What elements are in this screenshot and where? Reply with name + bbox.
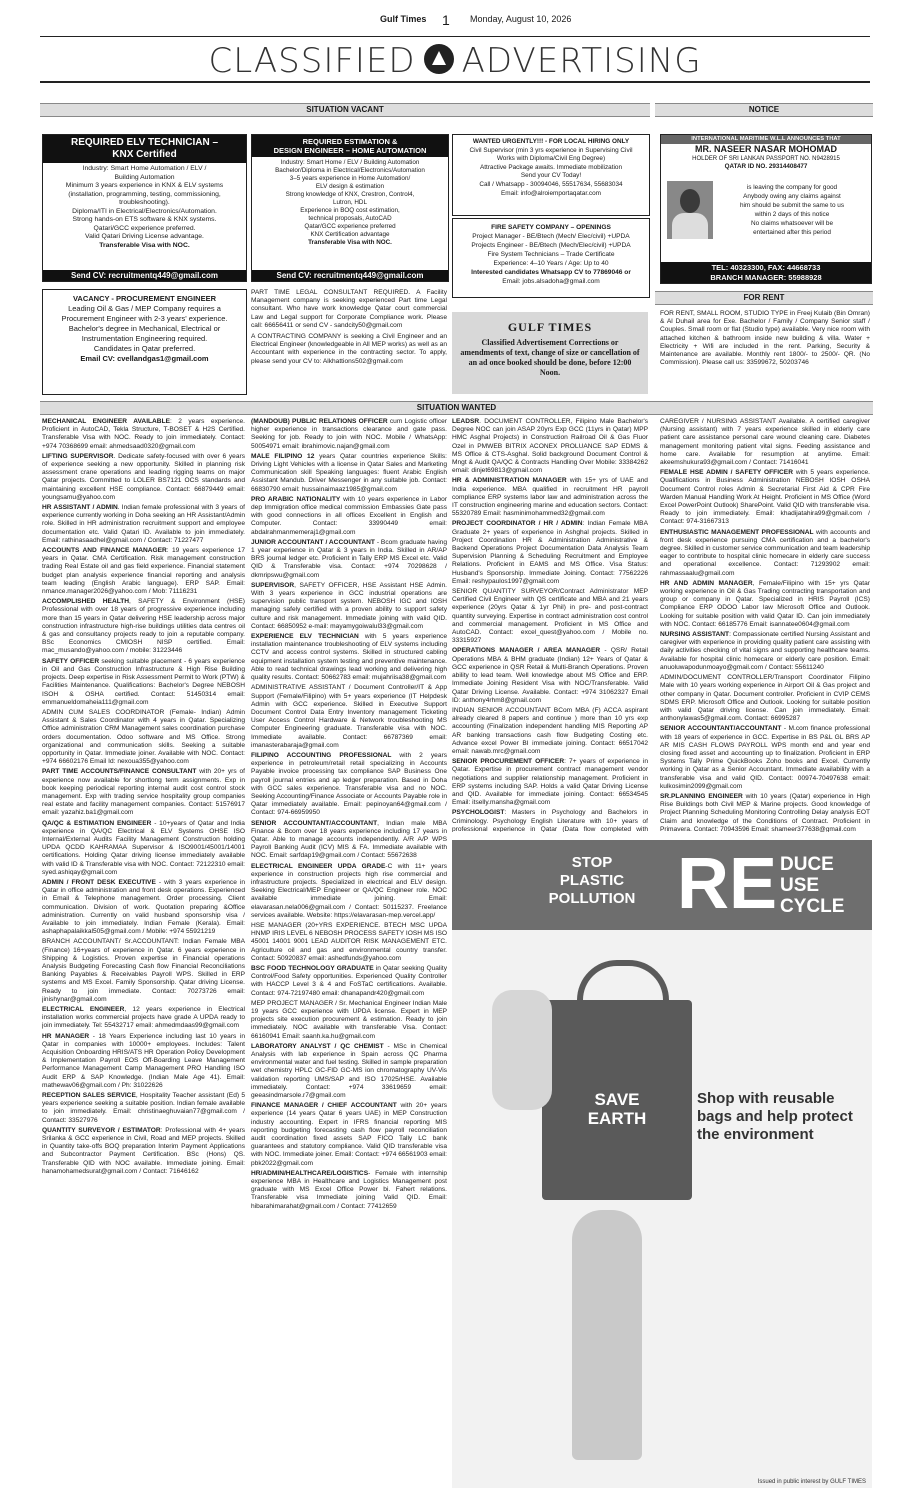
wanted-listing: SENIOR ACCOUNTANT/ACCOUNTANT - M.com finance professional with 18 years of experience in GCC. Expertise in BS P&L GL BRS AP AR MIS CASH FLOWS PAYROLL WPS month end and year end closing fixed asset and accounting up to finalization. Proficient in ERP Systems Tally Prime QuickBooks Zoho books and Excel. Currently working in Qatar as a Senior Accountant. Immediate availability with a transferable visa and valid QID. Contact: 00974-70497638 email: kulkosimin2099@gmail.com xyxy=(660,725,870,790)
vacant-text-ads xyxy=(251,289,447,366)
person-photo xyxy=(667,181,713,239)
wanted-listing: HR/ADMIN/HEALTHCARE/LOGISTICS- Female with internship experience MBA in Healthcare and Logistics Management post graduate with MS Excel Office Power bi. Fahert relations. Transferable visa Immediate joining Valid QID. Email: hibarahimarahat@gmail.com / Contact: 77412659 xyxy=(251,1169,447,1210)
section-for-rent: FOR RENT xyxy=(655,291,873,305)
wanted-listing: QUANTITY SURVEYOR / ESTIMATOR: Professional with 4+ years Srilanka & GCC experience in Civil, Road and MEP projects. Skilled in Quantity take-offs BOQ preparation Interim Payment Applications and Subcontractor Payment Certification. BSc (Hons) QS. Transferable QID with NOC available. Immediate joining. Email: hanamohamedsurat@gmail.com / Contact: 71646162 xyxy=(42,1126,245,1175)
wanted-listing: PART TIME ACCOUNTS/FINANCE CONSULTANT with 20+ yrs of experience now available for shortlong term assignments. Exp in book keeping periodical reporting internal audit cost control stock management. Exp with trading service hospitality group companies real estate and facility management companies. Contact: 51576917 email: yazahiz.ba1@gmail.com xyxy=(42,768,245,817)
wanted-listing: NURSING ASSISTANT: Compassionate certified Nursing Assistant and caregiver with experience in providing quality patient care assisting with daily activities checking of vital signs and supporting healthcare teams. Available for hospital clinic homecare or elderly care position. Email: anuoluwapodunmoayo@gmail.com / Contact: 55611240 xyxy=(660,631,870,671)
wanted-listing: SENIOR PROCUREMENT OFFICER: 7+ years of experience in Qatar. Expertise in procurement contract management vendor negotiations and supplier relationship management. Proficient in ERP systems including SAP. Holds a valid Qatar Driving License and QID. Available for immediate joining. Contact: 66534545 Email: itselly.mansha@gmail.com xyxy=(452,758,648,807)
ad-elv-title1: REQUIRED ELV TECHNICIAN – xyxy=(43,135,246,149)
ad-elv-technician xyxy=(42,134,247,282)
wanted-listing: JUNIOR ACCOUNTANT / ACCOUNTANT - Bcom graduate having 1 year experience in Qatar & 3 years in India. Skilled in AR/AP BRS journal ledger etc. Proficient in Tally ERP MS Excel etc. Valid QID & Transferable visa. Contact: +974 70298628 / dkmripswu@gmail.com xyxy=(251,538,447,579)
wanted-listing: QA/QC & ESTIMATION ENGINEER - 10+years of Qatar and India experience in QA/QC Electrical & ELV Systems OHSE ISO Internal/External Audits Facility Management Construction holding UPDA QCDD KAHRAMAA Supervisor & ISO9001/45001/14001 certifications. Holding Qatar driving license immediately available with valid ID & Transferable visa with NOC. Contact: 72122310 email: syed.ashiqay@gmail.com xyxy=(42,819,245,876)
notice-body: is leaving the company for good Anybody owing any claims against him should be submit the same to us within 2 days of this notice No claims whatsoever will be entertained after this period xyxy=(739,184,845,236)
ad-elv-footer: Send CV: recruitmentq449@gmail.com xyxy=(43,270,246,281)
wanted-listing: BSC FOOD TECHNOLOGY GRADUATE in Qatar seeking Quality Control/Food Safety opportunities. Experienced Quality Controller with HACCP Level 3 & 4 and FoSTaC certifications. Available. Contact: 974-72197480 email: dhanapandr420@gmail.com xyxy=(251,965,447,997)
notice-contact: TEL: 40323300, FAX: 44668733 BRANCH MANAGER: 55988928 xyxy=(661,262,871,283)
wanted-listing: SAFETY OFFICER seeking suitable placement - 6 years experience in Oil and Gas Construction Infrastructure & High Rise Building projects. Deep expertise in Risk Assessment Permit to Work (PTW) & Facilities Maintenance. Qualifications: Bachelor's Degree NEBOSH ISOH & OSHA certified. Contact: 51450314 email: emmanueldomaheia111@gmail.com xyxy=(42,657,245,706)
wanted-listing: EXPERIENCE ELV TECHNICIAN with 5 years experience installation maintenance troubleshooting of ELV systems including CCTV and access control systems. Skilled in structured cabling equipment installation system testing and preventive maintenance. Able to read technical drawings lead working and delivering high quality results. Contact: 50662783 email: mujahriisa38@gmail.com xyxy=(251,633,447,682)
wanted-listing: HR MANAGER - 18 Years Experience including last 10 years in Qatar in companies with 10000+ employees. Includes: Talent Acquisition Onboarding HRIS/ATS HR Operation Policy Development & Implementation Payroll EOS Off-Boarding Leave Management Performance Management Camp Management PRO Handling ISO Audit ERP & SAP Knowledge. (Indian Male Age 41). Email: mathewav06@gmail.com / Ph: 31022626 xyxy=(42,1032,245,1089)
ad-estimation-engineer xyxy=(251,134,449,282)
ad-estimation-title1: REQUIRED ESTIMATION & xyxy=(252,135,448,146)
wanted-column-2 xyxy=(251,418,447,1483)
wanted-listing: ELECTRICAL ENGINEER UPDA GRADE-C with 11+ years experience in construction projects high rise commercial and infrastructure projects. Specialized in electrical and ELV design. Seeking Electrical/MEP Engineer or QA/QC Engineer role. NOC available immediate joining. Email: elavarasan.nela006@gmail.com / Contact: 50115237. Freelance services available. Website: https://elavarasan-mep.vercel.app/ xyxy=(251,862,447,919)
ad-fire-safety xyxy=(452,218,650,298)
title-left: CLASSIFIED xyxy=(208,41,416,81)
section-situation-wanted: SITUATION WANTED xyxy=(40,401,873,415)
masthead-small: Gulf Times xyxy=(380,14,427,24)
wanted-column-3 xyxy=(452,418,648,832)
ad-procurement-engineer xyxy=(42,289,247,395)
ad-contracting: A CONTRACTING COMPANY is seeking a Civil Engineer and an Electrical Engineer (knowledgeable in All MEP works) as well as an Accountant with experience in the contracting sector. To apply, please send your CV to: Alkhattions502@gmail.com xyxy=(251,333,447,365)
wanted-listing: ADMIN/DOCUMENT CONTROLLER/Transport Coordinator Filipino Male with 10 years working experience in Airport Oil & Gas project and other company in Qatar. Document controller. Proficient in CVIP CEMS SDMS ERP. Microsoft Office and Outlook. Looking for suitable position with valid Qatar driving license. Can join immediately. Email: anthonylawas5@gmail.com. Contact: 66995287 xyxy=(660,674,870,723)
wanted-listing: SUPERVISOR, SAFETY OFFICER, HSE Assistant HSE Admin. With 3 years experience in GCC industrial operations are supervision public transport system. NEBOSH IGC and IOSH managing safely certified with a proven ability to support safety culture and risk management. Immediate joining with valid QID. Contact: 66850952 e-mail: mayamygoiwalul33@gmail.com xyxy=(251,581,447,630)
ad-legal-consultant: PART TIME LEGAL CONSULTANT REQUIRED. A Facility Management company is seeking experienced Part time Legal consultant. Who have work knowledge Qatar court commercial Law and Legal support for Corporate Compliance work. Please call: 66656411 or send CV - sandcity50@gmail.com xyxy=(251,289,447,329)
ad-estimation-body: Industry: Smart Home / ELV / Building Automation Bachelor/Diploma in Electrical/Electronics/Automation 3–5 years experience in Home Automation/ ELV design & estimation Strong knowledge of KNX, Crestron, Control4, Lutron, HDL Experience in BOQ cost estimation, technical proposals, AutoCAD Qatar/GCC experience preferred KNX Certification advantage Transferable Visa with NOC. xyxy=(275,159,425,246)
wanted-listing: MEP PROJECT MANAGER / Sr. Mechanical Engineer Indian Male 19 years GCC experience with UPDA license. Expert in MEP projects site execution procurement & estimation. Ready to join immediately. NOC available with transferable Visa. Contact: 66160941 Email: saanh.ka.hu@gmail.com xyxy=(251,999,447,1040)
wanted-listing: LABORATORY ANALYST / QC CHEMIST - MSc in Chemical Analysis with lab experience in Spain across QC Pharma environmental water and fuel testing. Skilled in sample preparation wet chemistry HPLC GC-FID GC-MS ion chromatography UV-Vis validation reporting UMS/SAP and ISO 17025/HSE. Available immediately. Contact: +974 33619659 email: geeasindmarsole.r7@gmail.com xyxy=(251,1042,447,1100)
ad-gulftimes-corrections xyxy=(452,312,648,394)
gulftimes-box-title: GULF TIMES xyxy=(507,320,593,334)
wanted-column-1 xyxy=(42,418,245,1483)
ad-procurement-body: VACANCY - PROCUREMENT ENGINEER Leading Oil & Gas / MEP Company requires a Procurement Engineer with 2-3 years' experience. Bachelor's degree in Mechanical, Electrical or Instrumentation Engineering required. Candidates in Qatar preferred. Email CV: cvellandgas1@gmail.com xyxy=(61,294,228,363)
wanted-listing: RECEPTION SALES SERVICE, Hospitality Teacher assistant (Ed) 5 years experience seeking a suitable position. Indian female available to join immediately. Email: christinaeghuvaian77@gmail.com / Contact: 33527976 xyxy=(42,1092,245,1124)
gulftimes-box-text: Classified Advertisement Corrections or amendments of text, change of size or cancellation of an ad once booked should be done, before 12:00 Noon. xyxy=(460,338,640,377)
ad-elv-body: Industry: Smart Home Automation / ELV / Building Automation Minimum 3 years experience in KNX & ELV systems (installation, programming, testing, commissioning, troubleshooting). Diploma/ITI in Electrical/Electronics/Automation. Strong hands-on ETS software & KNX systems. Qatari/GCC experience preferred. Valid Qatari Driving License advantage. Transferable Visa with NOC. xyxy=(65,165,224,249)
wanted-listing: ENTHUSIASTIC MANAGEMENT PROFESSIONAL with accounts and front desk experience pursuing CMA certification and a bachelor's degree. Skilled in customer service communication and team leadership eager to contribute to hospital clinic homecare in elderly care success and operational excellence. Contact: 71293902 email: rahmassaalu@gmail.com xyxy=(660,528,870,577)
wanted-listing: BRANCH ACCOUNTANT/ Sr.ACCOUNTANT: Indian Female MBA (Finance) 16+years of experience in Qatar. 6 years experience in Shipping & Logistics. Proven expertise in Financial operations Analysis Budgeting Forecasting Cash flow Financial Reconciliations Banking Payables & Receivables Payroll WPS. Skilled in ERP systems and MS Excel. Family Sponsorship. Qatar driving License. Ready to join immediate. Contact: 70273726 email: jinishynar@gmail.com xyxy=(42,938,245,1003)
wanted-listing: ELECTRICAL ENGINEER, 12 years experience in Electrical installation works commercial projects have grade A UPDA ready to join immediately. Tel: 55432717 email: ahmedmdaas99@gmail.com xyxy=(42,1006,245,1030)
shop-reusable-text: Shop with reusable bags and help protect the environment xyxy=(697,1090,853,1143)
dhow-logo-icon xyxy=(424,44,454,74)
wanted-listing: ACCOUNTS AND FINANCE MANAGER: 19 years experience 17 years in Qatar. CMA Certification. Risk management construction trading Real Estate oil and gas field experience. Financial statement budget plan analysis experience financial reporting and analysis team leading (English Arabic language). ERP SAP. Email: nmance.manager2026@yahoo.com / Mob: 71116231 xyxy=(42,547,245,596)
top-header xyxy=(0,14,907,34)
notice-qatar-id: QATAR ID NO. 29314408477 xyxy=(724,163,808,170)
wanted-listing: ADMIN CUM SALES COORDINATOR (Female- Indian) Admin Assistant & Sales Coordinator with 4 years in Qatar. Specializing Office administration CRM Management sales coordination purchase orders documentation. Odoo software and MS Office. Strong organizational and communication skills. Seeking a suitable opportunity in Qatar. Immediate joiner. Available with NOC. Contact: +974 66602176 Email Id: nexoua355@yahoo.com xyxy=(42,708,245,766)
wanted-listing: PRO ARABIC NATIONALITY with 10 years experience in Labor dep Immigration office medical commission Embassies Gate pass with good connections in all offices Excellent in English and Computer. Contact: 33990449 email: abdalrahmanmemeraj1@gmail.com xyxy=(251,495,447,536)
stop-pollution-text: STOP PLASTIC POLLUTION xyxy=(548,854,636,907)
title-right: ADVERTISING xyxy=(461,41,702,81)
wanted-listing: CAREGIVER / NURSING ASSISTANT Available. A certified caregiver (Nursing assistant) with 7 years experience skilled in elderly care patient care assistance personal care wound cleaning care. Diabetes management monitoring patient vital signs. Feeding assistance and home care. Available for resumption at anytime. Email: akeemshukura93@gmail.com / Contact: 71416041 xyxy=(660,418,870,467)
wanted-listing: SENIOR QUANTITY SURVEYOR/Contract Administrator MEP Certified Civil Engineer with QS certificate and MBA and 21 years experience (20yrs Qatar & 1yr Phil) in pre- and post-contract quantity surveying. Expertise in contract administration cost control and commercial management. Proficient in MS Office and AutoCAD. Contact: excel_quest@yahoo.com / Mobile no. 33315927 xyxy=(452,588,648,645)
ad-urgent-civil xyxy=(452,134,650,216)
ad-estimation-footer: Send CV: recruitmentq449@gmail.com xyxy=(252,270,448,281)
ad-maritime-notice xyxy=(660,134,872,284)
ad-room-rent: FOR RENT, SMALL ROOM, STUDIO TYPE in Freej Kulaib (Bin Omran) & Al Duhail area for Exe. Bachelor / Family / Company Senior staff / Couples. Small room or flat (Studio type) available. Very nice room with attached kitchen & bathroom inside new building & villa. Water + Electricity + Wifi are included in the rent. Parking, Security & Maintenance are available. Monthly rent 1800/- to 2500/- QR. (No Commission). Please call us: 33599672, 50203746 xyxy=(660,310,870,367)
duce-use-cycle-text: DUCE USE CYCLE xyxy=(780,854,845,917)
wanted-listing: LIFTING SUPERVISOR. Dedicate safety-focused with over 6 years of experience seeking a new opportunity. Skilled in planning risk assessment crane operations and leading rigging teams on major Qatar projects. Committed to LOLER BS7121 OCS standards and maintaining excellent HSE compliance. Contact: 66879449 email: youngsamu@yahoo.com xyxy=(42,452,245,501)
ad-reduce-reuse-recycle xyxy=(452,840,872,1488)
wanted-listing: LEADSR. DOCUMENT CONTROLLER, Filipino Male Bachelor's Degree NOC can join ASAP 20yrs Exp GCC (11yrs in Qatar) MPP HMC Asghal Projects) in Construction Railroad Oil & Gas Fluor Ozel in PMWEB BITRIX ACONEX PROLUANCE SAP EDMS & MS Office & CTS-Asghal. Solid background Document Control & Mngt & Audit QA/QC & Contracts Handling Over Mobile: 33384262 email: dinjet69813@gmail.com xyxy=(452,418,648,475)
notice-passport: HOLDER OF SRI LANKAN PASSPORT NO. N9428915 xyxy=(692,156,840,162)
section-situation-vacant: SITUATION VACANT xyxy=(40,103,650,117)
arm-image xyxy=(492,990,552,1110)
re-text: RE xyxy=(677,844,778,924)
wanted-listing: PSYCHOLOGIST: Masters in Psychology and Bachelors in Criminology. Psychology English Literature with 10+ years of professional experience in Qatar (Data flow completed with xyxy=(452,809,648,832)
section-notice: NOTICE xyxy=(655,103,873,117)
wanted-listing: INDIAN SENIOR ACCOUNTANT BCom MBA (F) ACCA aspirant already cleared 8 papers and continue ) more than 10 yrs exp accounting (Finalization independent handling MIS Reporting AP AR banking transactions cash flow Budgeting Costing etc. Advance excel Power BI immediate joining. Contact: 66517042 email: nawab.mrc@gmail.com xyxy=(452,706,648,755)
wanted-listing: FINANCE MANAGER / CHIEF ACCOUNTANT with 20+ years experience (14 years Qatar 6 years UAE) in MEP Construction industry accounting. Expert in IFRS financial reporting MIS reporting budgeting forecasting cash flow payroll reconciliation audit coordination fixed assets SAP FICO Tally LC bank guarantees and statutory compliance. Valid QID transferable visa with NOC. Immediate joiner. Email: Contact: +974 66561903 email: pbk2022@gmail.com xyxy=(251,1102,447,1167)
save-earth-text: SAVE EARTH xyxy=(587,1090,647,1128)
wanted-listing: HR & ADMINISTRATION MANAGER with 15+ yrs of UAE and India experience. MBA qualified in recruitment HR payroll compliance ERP systems labor law and administration across the IT construction engineering marine and education sectors. Contact: 55320789 Email: hasminimohammed32@gmail.com xyxy=(452,477,648,518)
page-number: 1 xyxy=(442,12,450,28)
ad-elv-title2: KNX Certified xyxy=(43,149,246,163)
wanted-listing: (MANDOUB) PUBLIC RELATIONS OFFICER cum Logistic officer higher experience in transactions clearance and gate pass. Seeking for job. Ready to join with NOC. Mobile / WhatsApp: 50054971 email: ibrahimovic.najan@gmail.com xyxy=(251,418,447,450)
wanted-listing: MECHANICAL ENGINEER AVAILABLE: 2 years experience. Proficient in AutoCAD, Tekla Structure, T-BOSET & H2S Certified. Transferable Visa with NOC. Ready to join immediately. Contact: +974 70368699 email: ahmedsaad0320@gmail.com xyxy=(42,418,245,450)
masthead xyxy=(40,36,870,83)
shopping-bag-image xyxy=(542,1000,692,1200)
wanted-listing: FEMALE HSE ADMIN / SAFETY OFFICER with 5 years experience. Qualifications in Business Administration NEBOSH IOSH OSHA Document Control roles Admin & Secretarial First Aid & CPR Fire Warden Manual Handling Work At Height. Proficient in MS Office (Word Excel PowerPoint Outlook) SharePoint. Valid QID with transferable visa. Ready to join immediately. Email: khadijatahira99@gmail.com / Contact: 974-31667313 xyxy=(660,469,870,526)
notice-name: MR. NASEER NASAR MOHOMAD xyxy=(694,144,837,154)
wanted-listing: HR ASSISTANT / ADMIN. Indian female professional with 3 years of experience currently working in Doha seeking an HR Assistant/Admin role. Skilled in HR administration recruitment support and employee documentation etc. Valid Qatari ID. Available to join immediately. Email: rathinasaadhel@gmail.com / Contact: 71227477 xyxy=(42,504,245,544)
ad-estimation-title2: DESIGN ENGINEER – HOME AUTOMATION xyxy=(252,146,448,157)
wanted-listing: HR AND ADMIN MANAGER, Female/Filipino with 15+ yrs Qatar working experience in Oil & Gas Trading contracting transportation and group or company in Qatar. Specialized in HRIS Payroll (ICS) Compliance ERP ODOO Labor law Microsoft Office and Outlook. Looking for suitable position with valid Qatar ID. Can join immediately with NOC. Contact: 66185776 Email: isannatee0604@gmail.com xyxy=(660,579,870,628)
wanted-listing: SR.PLANNING ENGINEER with 10 years (Qatar) experience in High Rise Buildings both Civil MEP & Marine projects. Good knowledge of Project Planning Scheduling Monitoring Controlling Delay analysis EOT Claim and knowledge of the Conditions of Contract. Proficient in Primavera. Contact: 70943596 Email: shameer377638@gmail.com xyxy=(660,792,870,832)
wanted-listing: FILIPINO ACCOUNTING PROFESSIONAL with 2 years experience in petroleum/retail retail specializing in Accounts Payable invoice processing tax compliance SAP Business One payroll journal entries and ap ledger preparation. Based in Doha with GCC sales experience. Transferable visa and no NOC. Seeking Accounting/Finance Associate or Accounts Payable role in Qatar immediately available. Email: pepinoyan64@gmail.com / Contact: 974-66959950 xyxy=(251,751,447,817)
wanted-listing: OPERATIONS MANAGER / AREA MANAGER - QSR/ Retail Operations MBA & BHM graduate (Indian) 12+ Years of Qatar & GCC experience in QSR Retail & Multi-Branch Operations. Proven ability to lead team. Well knowledge about MS Office and ERP. Immediate Joining Resident Visa with NOC/Transferable. Valid Qatar Driving License. Available. Contact: +974 31062327 Email ID: anthony4rhm8@gmail.com xyxy=(452,647,648,704)
issue-date: Monday, August 10, 2026 xyxy=(470,14,572,24)
wanted-listing: HSE MANAGER (20+YRS EXPERIENCE. BTECH MSC UPDA HNMP IRIS LEVEL 6 NEBOSH PROCESS SAFETY IOSH MS ISO 45001 14001 9001 LEAD AUDITOR RISK MANAGEMENT ETC. Agriculture oil and gas and environmental country transfer. Contact: 50920837 email: ashedfunds@yahoo.com xyxy=(251,921,447,962)
wanted-listing: ADMINISTRATIVE ASSISTANT / Document Controller/IT & App Support (Female/Filipino) with 5+ years experience (IT Helpdesk Admin with GCC experience. Skilled in Executive Support Document Control Data Entry Inventory management Ticketing User Access Control Hardware & Network troubleshooting MS Computer Engineering graduate. Transferable visa with NOC. Immediate available. Contact: 66787369 email: imanasterabaraja@gmail.com xyxy=(251,684,447,749)
wanted-listing: SENIOR ACCOUNTANT/ACCOUNTANT, Indian male MBA Finance & Bcom over 18 years experience including 17 years in Qatar. Able to manage accounts independently. A/R A/P WPS Payroll Banking Audit (ICV) MIS & FA. Immediate available with NOC. Email: sarfdap19@gmail.com / Contact: 55672638 xyxy=(251,819,447,860)
wanted-listing: MALE FILIPINO 12 years Qatar countries experience Skills: Driving Light Vehicles with a license in Qatar Sales and Marketing Communication skill Speaking languages: fluent Arabic English Assistant Mandub. Driver Messenger in any suitable job. Contact: 66830790 email: hussainaimaaz1985@gmail.com xyxy=(251,452,447,493)
wanted-listing: ACCOMPLISHED HEALTH, SAFETY & Environment (HSE) Professional with over 18 years of progressive experience including more than 15 years in Qatar delivering HSE leadership across major construction infrastructure high-rise buildings utilities data centres oil & gas and consultancy projects ready to join a reputable company. BSc Economics CMIOSH NISP certified. Email: mac_musando@yahoo.com / mobile: 31223446 xyxy=(42,598,245,655)
issued-by-text: Issued in public interest by GULF TIMES xyxy=(757,1479,866,1485)
wanted-listing: PROJECT COORDINATOR / HR / ADMIN: Indian Female MBA Graduate 2+ years of experience in Ashghal projects. Skilled in Project Coordination HR & Administration Administrative & Backend Operations Project Documentation Data Analysis Team Supervision Planning & Scheduling Recruitment and Employee Relations. Proficient in EAMS and MS Office. Visa Status: Husband's Sponsorship. Immediate Joining. Contact: 77562226 Email: reshypaulos1997@gmail.com xyxy=(452,520,648,585)
legs-image xyxy=(572,1210,642,1460)
masthead-title xyxy=(40,41,870,81)
ad-urgent-body: WANTED URGENTLY!!! - FOR LOCAL HIRING ONLY Civil Supervisor (min 3 yrs experience in Supervising Civil Works with Diploma/Civil Eng Degree) Attractive Package awaits. Immediate mobilization Send your CV Today! Call / Whatsapp - 30094046, 55517634, 55683034 Email: info@alroiemportaqatar.com xyxy=(469,138,633,197)
notice-header: INTERNATIONAL MARITIME W.L.L ANNOUNCES THAT xyxy=(661,135,871,144)
wanted-column-4 xyxy=(660,418,870,832)
ad-fire-body: FIRE SAFETY COMPANY – OPENINGS Project Manager - BE/Btech (Mech/ Elec/civil) +UPDA Projects Engineer - BE/Btech (Mech/Elec/civil) +UPDA Fire System Technicians – Trade Certificate Experience: 4–10 Years / Age: Up to 40 Interested candidates Whatsapp CV to 77869046 or Email: jobs.alsadoha@gmail.com xyxy=(471,224,631,285)
wanted-listing: ADMIN / FRONT DESK EXECUTIVE - with 3 years experience in Qatar in office administration and front desk operations. Experienced in Email & Telephone management. Order processing. Client communication. Division of work. Quotation preparing &Office administration. Currently on valid husband sponsorship visa / Available to join immediately. Indian Female (Kerala). Email: ashaphapalaikkal505@gmail.com / Mobile: +974 55921219 xyxy=(42,878,245,936)
